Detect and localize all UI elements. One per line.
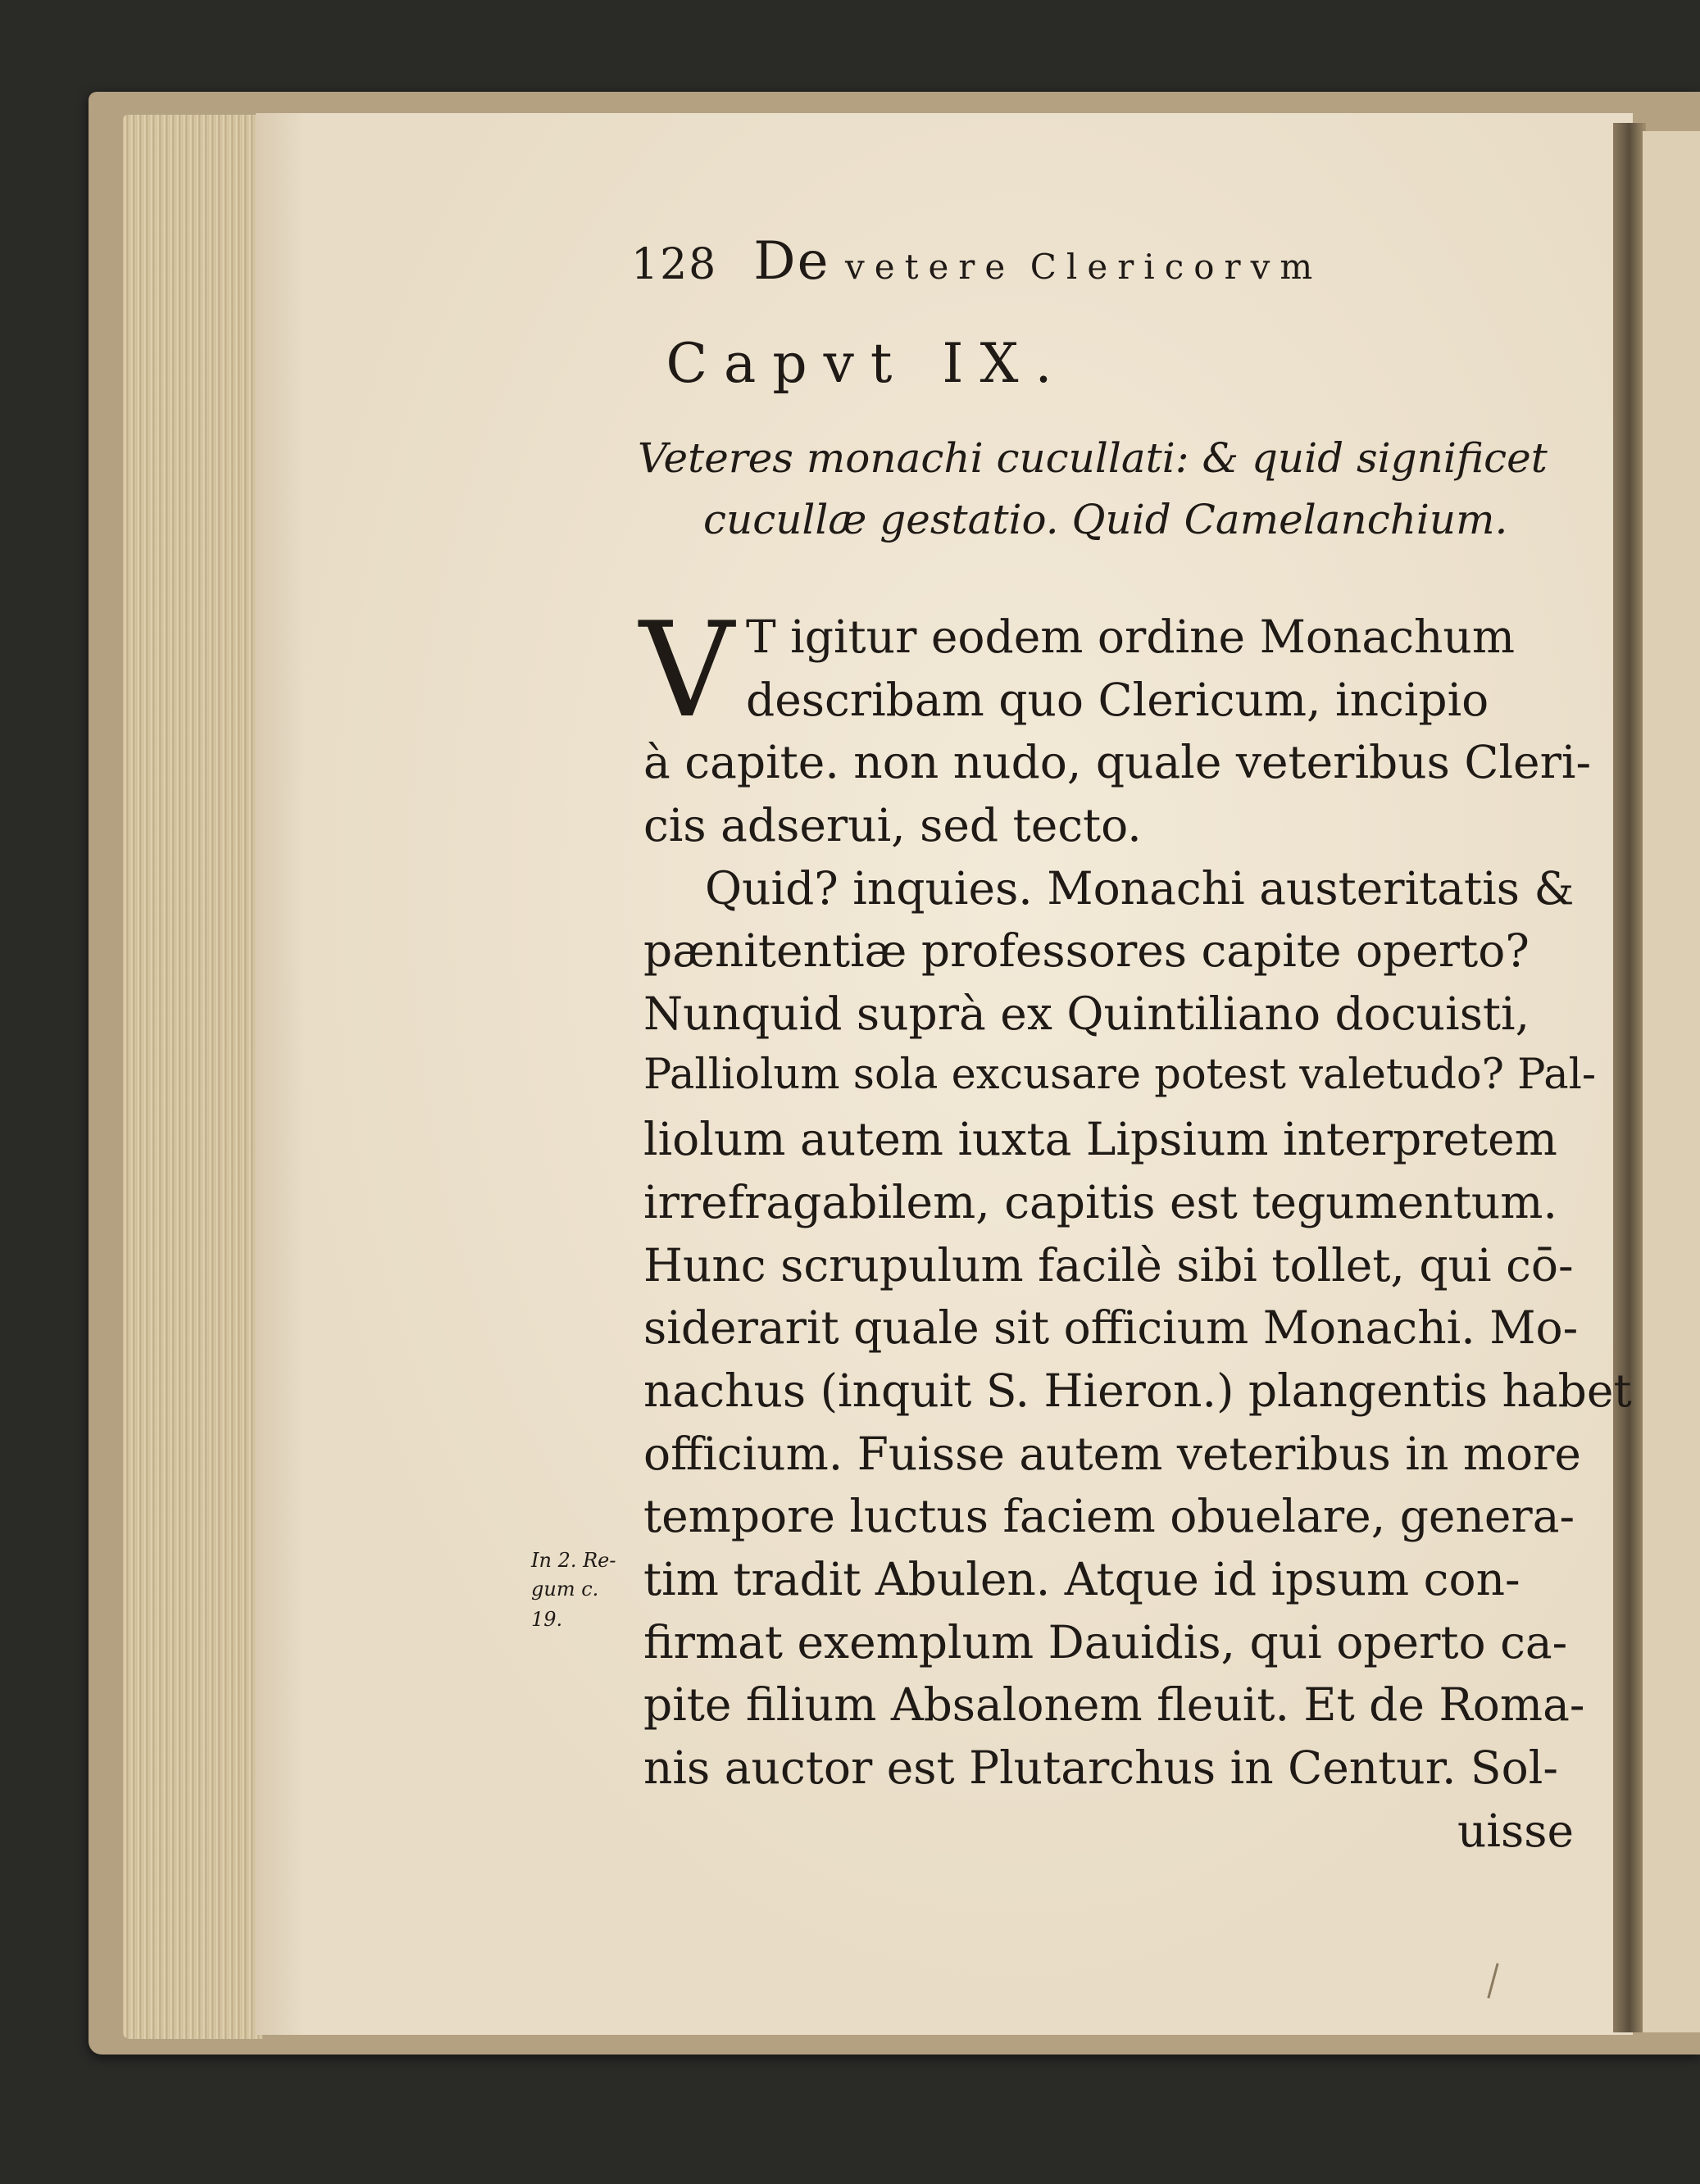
summary-line-1: Veteres monachi cucullati: & quid significet: [638, 434, 1548, 482]
margin-note-line-2: gum c.: [531, 1578, 599, 1601]
text-line-14: officium. Fuisse autem veteribus in more: [643, 1428, 1581, 1480]
chapter-heading: Capvt IX.: [666, 332, 1069, 395]
facing-page-edge: [1643, 131, 1700, 2032]
margin-note-line-3: 19.: [531, 1608, 563, 1631]
text-line-7: Nunquid suprà ex Quintiliano docuisti,: [643, 988, 1530, 1040]
drop-cap: V: [639, 593, 734, 747]
text-line-2: describam quo Clericum, incipio: [746, 674, 1489, 726]
running-header: [631, 231, 1322, 292]
text-line-10: irrefragabilem, capitis est tegumentum.: [643, 1176, 1557, 1228]
text-line-9: liolum autem iuxta Lipsium interpretem: [643, 1113, 1557, 1165]
text-line-12: siderarit quale sit officium Monachi. Mo-: [643, 1301, 1579, 1354]
text-line-13: nachus (inquit S. Hieron.) plangentis habet: [643, 1364, 1632, 1417]
header-word-3: Clericorvm: [1030, 247, 1323, 287]
header-word-2: vetere: [844, 247, 1016, 287]
text-line-4: cis adserui, sed tecto.: [643, 799, 1142, 851]
text-line-1: T igitur eodem ordine Monachum: [746, 611, 1516, 663]
text-line-17: firmat exemplum Dauidis, qui operto ca-: [643, 1616, 1568, 1669]
text-line-8: Palliolum sola excusare potest valetudo? Pal-: [643, 1051, 1597, 1099]
text-line-3: à capite. non nudo, quale veteribus Cleri-: [643, 736, 1592, 788]
book-gutter: [1613, 123, 1646, 2032]
summary-line-2: cucullæ gestatio. Quid Camelanchium.: [703, 496, 1508, 543]
text-line-6: pænitentiæ professores capite operto?: [643, 924, 1530, 977]
catchword: uisse: [1457, 1805, 1575, 1857]
text-line-5: Quid? inquies. Monachi austeritatis &: [705, 862, 1575, 915]
margin-note-line-1: In 2. Re-: [531, 1549, 616, 1572]
text-line-11: Hunc scrupulum facilè sibi tollet, qui cō-: [643, 1239, 1574, 1292]
text-line-18: pite filium Absalonem fleuit. Et de Roma-: [643, 1678, 1585, 1731]
page-edges: [123, 115, 262, 2039]
page-number: 128: [631, 240, 718, 289]
text-line-16: tim tradit Abulen. Atque id ipsum con-: [643, 1553, 1520, 1605]
text-line-15: tempore luctus faciem obuelare, genera-: [643, 1490, 1575, 1542]
text-line-19: nis auctor est Plutarchus in Centur. Sol-: [643, 1741, 1558, 1794]
header-word-1: De: [753, 231, 830, 292]
